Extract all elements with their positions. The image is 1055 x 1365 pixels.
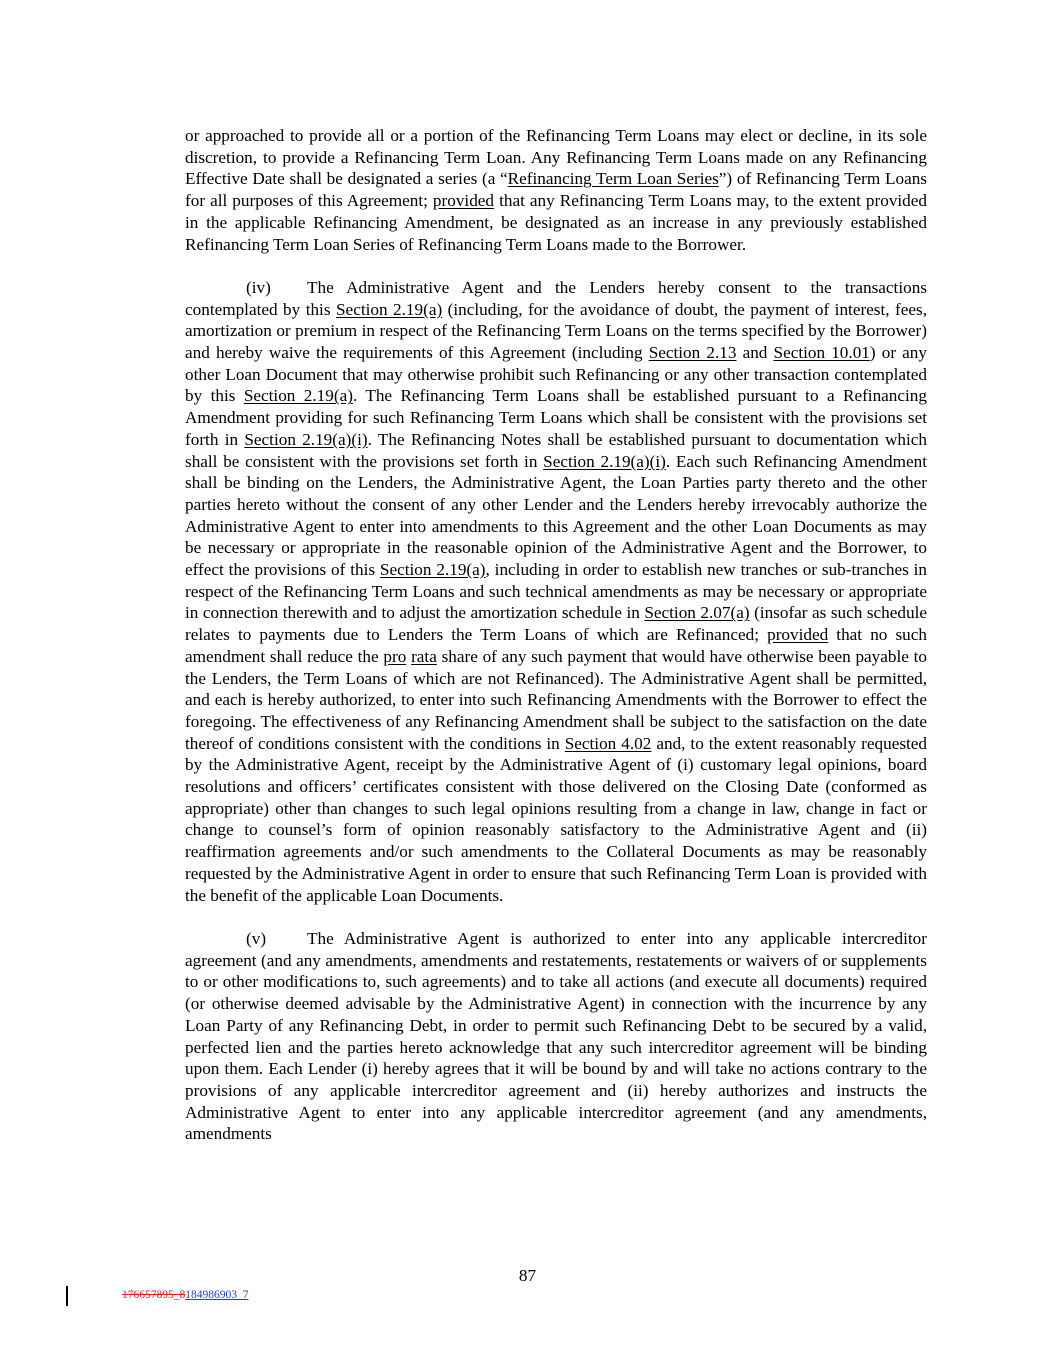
document-id: [122, 1289, 249, 1301]
provided-term: provided: [432, 191, 495, 211]
section-reference: Section 4.02: [564, 733, 652, 753]
latin-term: rata: [411, 646, 437, 666]
defined-term: Refinancing Term Loan Series: [507, 169, 719, 189]
section-reference: Section 2.19(a): [243, 386, 353, 406]
paragraph-continuation: or approached to provide all or a portion of the Refinancing Term Loans may elect or decline, in its sole discretion, to provide a Refinancing Term Loan. Any Refinancing Term Loans made on any Refinancing Effective Date shall be designated a series (a “Refinancing Term Loan Series”) of Refinancing Term Loans for all purposes of this Agreement; provided that any Refinancing Term Loans may, to the extent provided in the applicable Refinancing Amendment, be designated as an increase in any previously established Refinancing Term Loan Series of Refinancing Term Loans made to the Borrower.: [185, 126, 927, 254]
clause-number: (iv): [246, 277, 271, 297]
doc-id-inserted: 184986903_7: [185, 1289, 249, 1301]
section-reference: Section 10.01: [773, 343, 870, 363]
section-reference: Section 2.19(a): [336, 299, 443, 319]
body-text: [185, 125, 927, 1167]
paragraph-iv: (iv) The Administrative Agent and the Lenders hereby consent to the transactions contemplated by this Section 2.19(a) (including, for the avoidance of doubt, the payment of interest, fees, amortization or premium in respect of the Refinancing Term Loans on the terms specified by the Borrower) and hereby waive the requirements of this Agreement (including Section 2.13 and Section 10.01) or any other Loan Document that may otherwise prohibit such Refinancing or any other transaction contemplated by this Section 2.19(a). The Refinancing Term Loans shall be established pursuant to a Refinancing Amendment providing for such Refinancing Term Loans which shall be consistent with the provisions set forth in Section 2.19(a)(i). The Refinancing Notes shall be established pursuant to documentation which shall be consistent with the provisions set forth in Section 2.19(a)(i). Each such Refinancing Amendment shall be binding on the Lenders, the Administrative Agent, the Loan Parties party thereto and the other parties hereto without the consent of any other Lender and the Lenders hereby irrevocably authorize the Administrative Agent to enter into amendments to this Agreement and the other Loan Documents as may be necessary or appropriate in the reasonable opinion of the Administrative Agent and the Borrower, to effect the provisions of this Section 2.19(a), including in order to establish new tranches or sub-tranches in respect of the Refinancing Term Loans and such technical amendments as may be necessary or appropriate in connection therewith and to adjust the amortization schedule in Section 2.07(a) (insofar as such schedule relates to payments due to Lenders the Term Loans of which are Refinanced; provided that no such amendment shall reduce the pro rata share of any such payment that would have otherwise been payable to the Lenders, the Term Loans of which are not Refinanced). The Administrative Agent shall be permitted, and each is hereby authorized, to enter into such Refinancing Amendments with the Borrower to effect the foregoing. The effectiveness of any Refinancing Amendment shall be subject to the satisfaction on the date thereof of conditions consistent with the conditions in Section 4.02 and, to the extent reasonably requested by the Administrative Agent, receipt by the Administrative Agent of (i) customary legal opinions, board resolutions and officers’ certificates consistent with those delivered on the Closing Date (conformed as appropriate) other than changes to such legal opinions resulting from a change in law, change in fact or change to counsel’s form of opinion reasonably satisfactory to the Administrative Agent and (ii) reaffirmation agreements and/or such amendments to the Collateral Documents as may be reasonably requested by the Administrative Agent in order to ensure that such Refinancing Term Loan is provided with the benefit of the applicable Loan Documents.: [185, 277, 928, 905]
provided-term: provided: [767, 625, 829, 645]
section-reference: Section 2.13: [648, 343, 737, 363]
section-reference: Section 2.19(a)(i): [543, 451, 666, 471]
section-reference: Section 2.07(a): [644, 603, 750, 623]
section-reference: Section 2.19(a)(i): [244, 429, 368, 449]
section-reference: Section 2.19(a): [379, 560, 486, 580]
clause-number: (v): [246, 928, 267, 948]
revision-change-bar: [66, 1286, 68, 1306]
doc-id-deleted: 176657895_8: [122, 1289, 186, 1301]
paragraph-v: (v) The Administrative Agent is authorized to enter into any applicable intercreditor agreement (and any amendments, amendments and restatements, restatements or waivers of or supplements to or other modifications to, such agreements) and to take all actions (and execute all documents) required (or otherwise deemed advisable by the Administrative Agent) in connection with the incurrence by any Loan Party of any Refinancing Debt, in order to permit such Refinancing Debt to be secured by a valid, perfected lien and the parties hereto acknowledge that any such intercreditor agreement will be binding upon them. Each Lender (i) hereby agrees that it will be bound by and will take no actions contrary to the provisions of any applicable intercreditor agreement and (ii) hereby authorizes and instructs the Administrative Agent to enter into any applicable intercreditor agreement (and any amendments, amendments: [185, 928, 927, 1144]
page-number: 87: [518, 1266, 537, 1285]
latin-term: pro: [383, 646, 407, 666]
